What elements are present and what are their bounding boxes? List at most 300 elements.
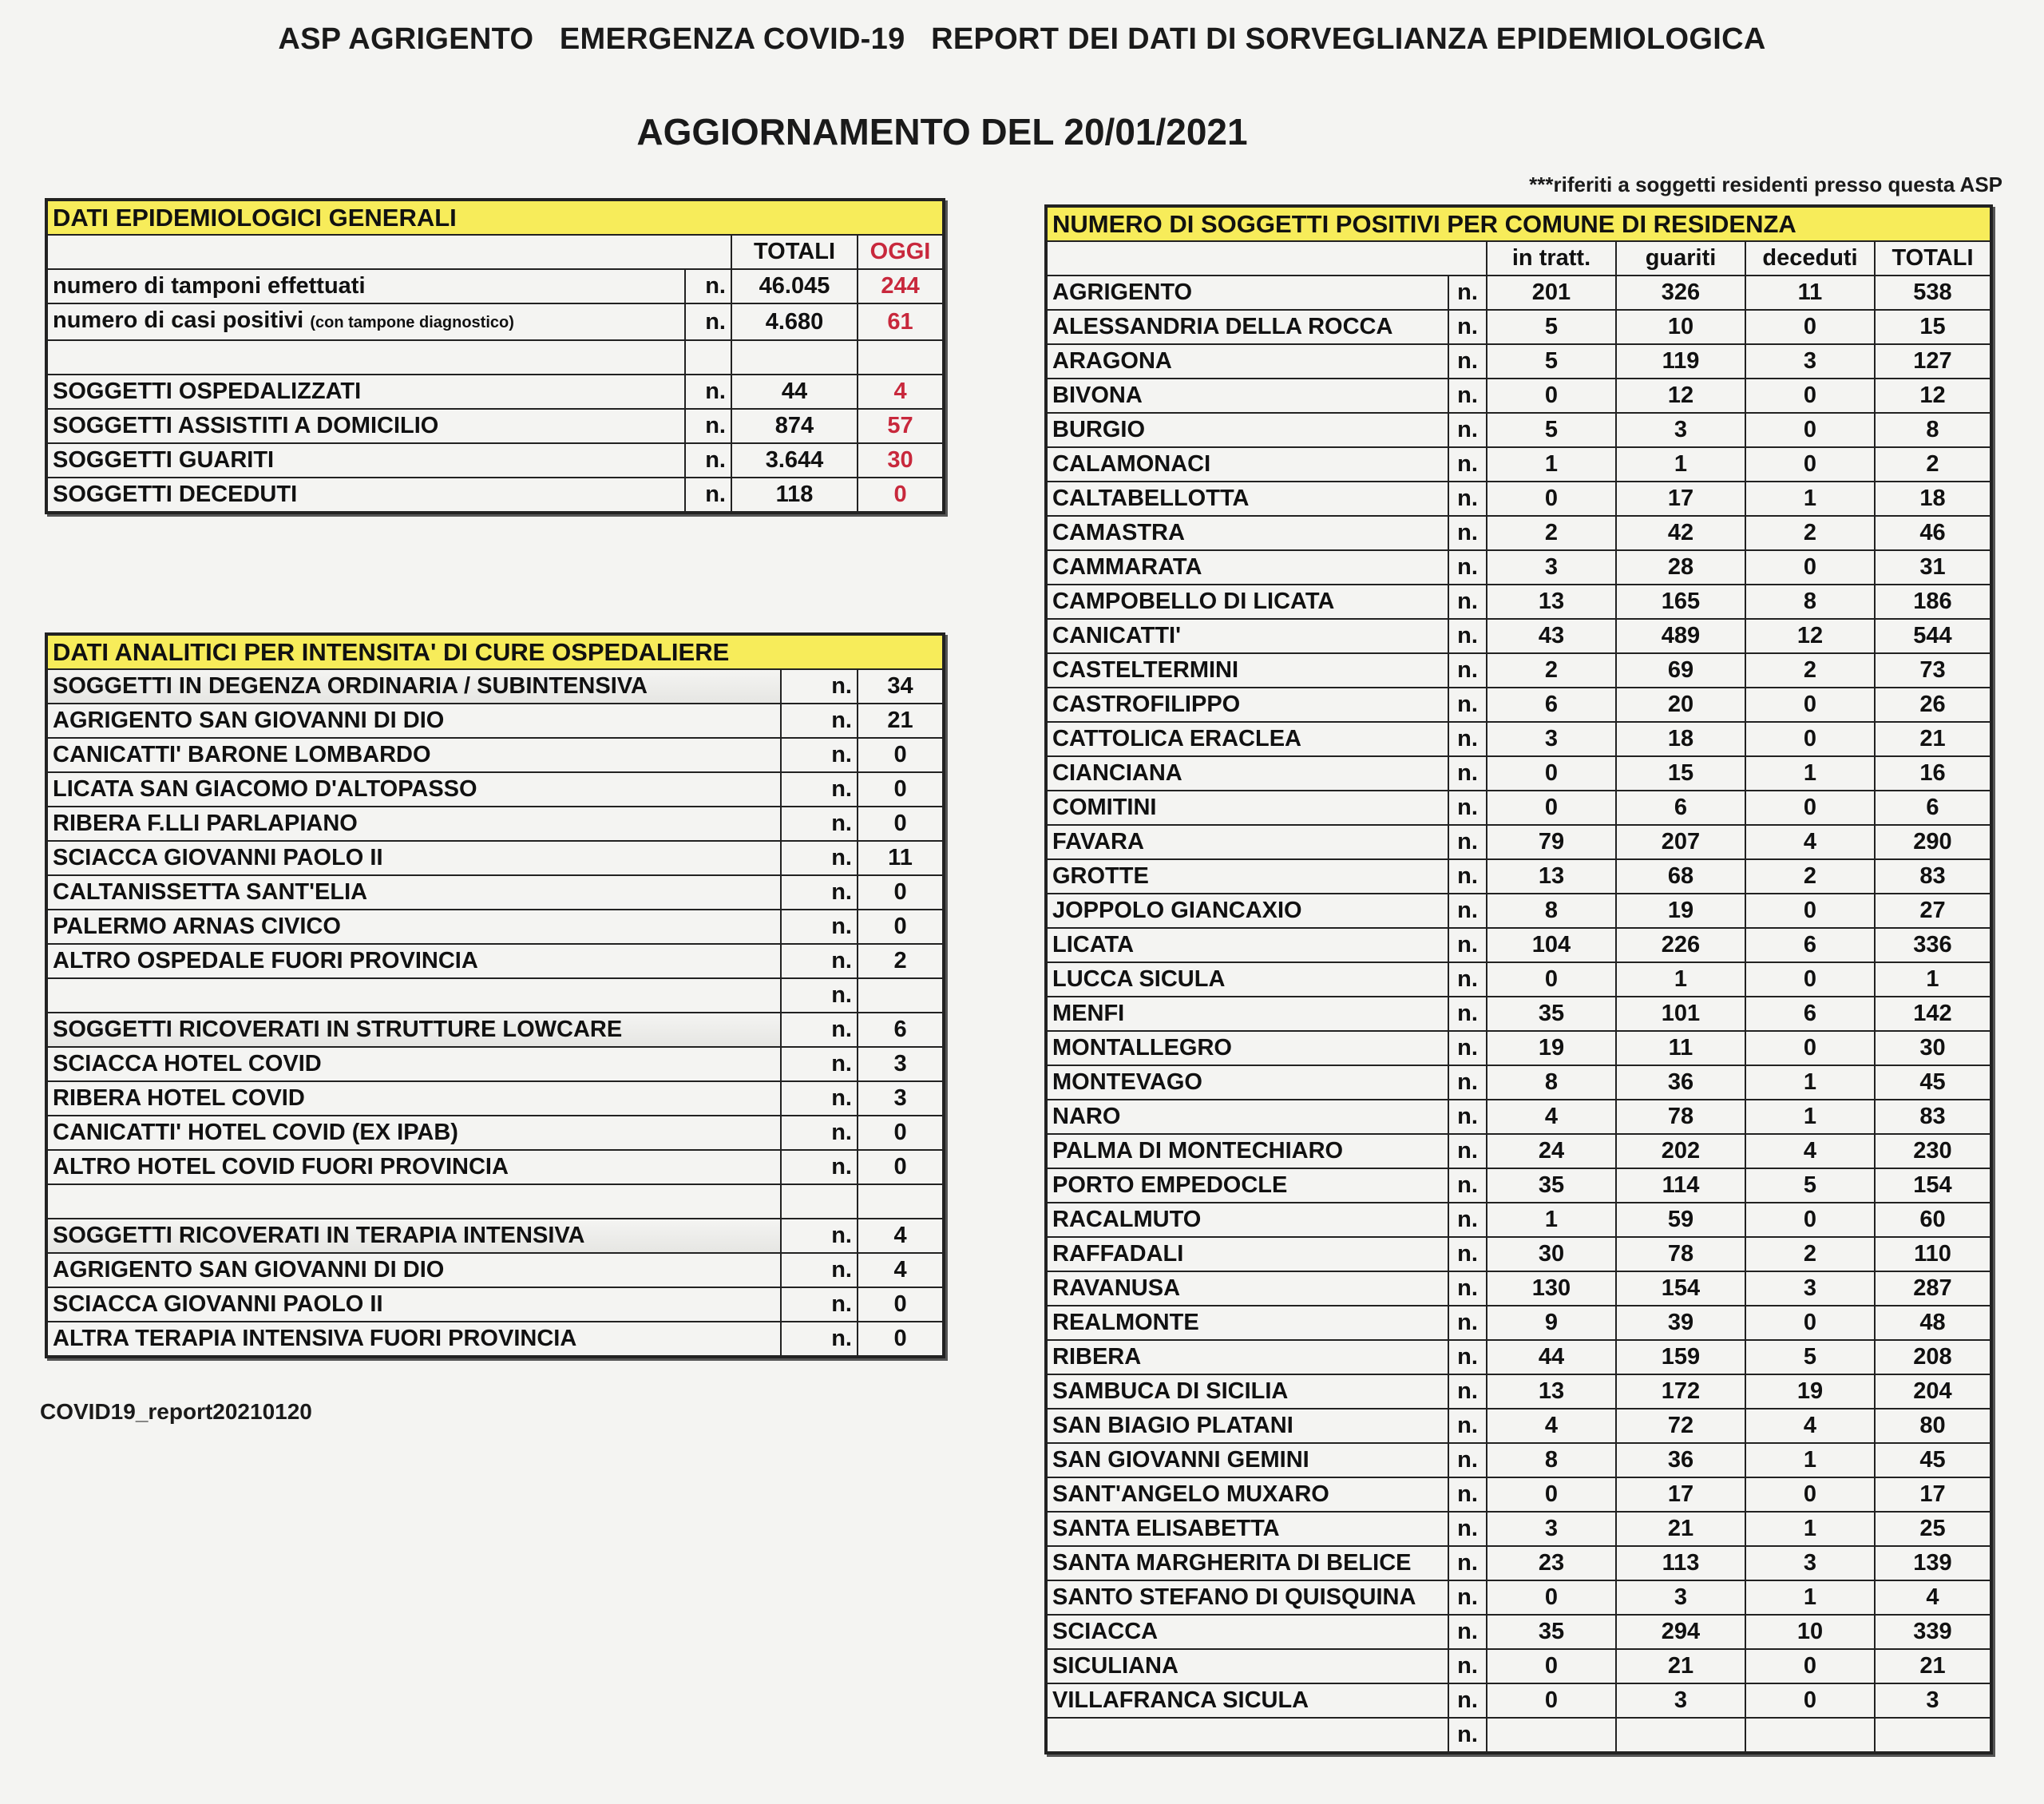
- table-row: [1046, 1340, 1991, 1374]
- unit-label: n.: [781, 978, 858, 1013]
- in-treatment-value: 79: [1487, 825, 1616, 859]
- in-treatment-value: 13: [1487, 1374, 1616, 1409]
- row-value: [858, 1184, 944, 1219]
- table-row: [46, 375, 944, 409]
- unit-label: n.: [1448, 516, 1487, 550]
- recovered-value: 21: [1616, 1512, 1745, 1546]
- deceased-value: 6: [1745, 928, 1875, 962]
- recovered-value: 72: [1616, 1409, 1745, 1443]
- recovered-value: 3: [1616, 413, 1745, 447]
- table-row: [1046, 516, 1991, 550]
- in-treatment-value: 24: [1487, 1134, 1616, 1168]
- in-treatment-value: 3: [1487, 722, 1616, 756]
- deceased-value: 3: [1745, 1546, 1875, 1580]
- table-row: [1046, 1065, 1991, 1100]
- unit-label: n.: [1448, 1546, 1487, 1580]
- row-label-text: numero di casi positivi: [53, 307, 311, 333]
- in-treatment-value: 35: [1487, 1615, 1616, 1649]
- deceased-value: 1: [1745, 1580, 1875, 1615]
- municipality-table: [1044, 204, 1993, 1754]
- unit-label: n.: [1448, 310, 1487, 344]
- table-row: [1046, 756, 1991, 791]
- report-file-reference: COVID19_report20210120: [40, 1399, 312, 1424]
- row-value: 0: [858, 772, 944, 807]
- today-value: 61: [858, 303, 944, 340]
- unit-label: [781, 1184, 858, 1219]
- unit-label: n.: [1448, 413, 1487, 447]
- row-label: RIBERA HOTEL COVID: [46, 1081, 781, 1116]
- recovered-value: 68: [1616, 859, 1745, 894]
- municipality-name: CALTABELLOTTA: [1046, 482, 1448, 516]
- municipality-name: SCIACCA: [1046, 1615, 1448, 1649]
- unit-label: n.: [1448, 688, 1487, 722]
- row-label: SCIACCA HOTEL COVID: [46, 1047, 781, 1081]
- total-value: 4: [1875, 1580, 1991, 1615]
- unit-label: n.: [1448, 1237, 1487, 1271]
- table-row: [46, 910, 944, 944]
- total-value: 15: [1875, 310, 1991, 344]
- deceased-value: 0: [1745, 379, 1875, 413]
- row-value: 4: [858, 1253, 944, 1287]
- table-row: [1046, 413, 1991, 447]
- row-value: 0: [858, 1116, 944, 1150]
- unit-label: n.: [1448, 1374, 1487, 1409]
- unit-label: n.: [1448, 447, 1487, 482]
- row-label: ALTRO OSPEDALE FUORI PROVINCIA: [46, 944, 781, 978]
- table-row: [1046, 894, 1991, 928]
- deceased-value: 2: [1745, 516, 1875, 550]
- recovered-value: 119: [1616, 344, 1745, 379]
- row-value: 11: [858, 841, 944, 875]
- section-summary-row: [46, 669, 944, 704]
- in-treatment-value: 13: [1487, 859, 1616, 894]
- in-treatment-value: 0: [1487, 791, 1616, 825]
- deceased-value: 0: [1745, 1306, 1875, 1340]
- row-label-text: SOGGETTI ASSISTITI A DOMICILIO: [53, 413, 439, 438]
- deceased-value: 19: [1745, 1374, 1875, 1409]
- section-summary-row: [46, 1013, 944, 1047]
- row-label: [46, 478, 685, 513]
- recovered-value: 113: [1616, 1546, 1745, 1580]
- row-value: 0: [858, 875, 944, 910]
- hospital-care-table: [45, 632, 945, 1358]
- municipality-name: JOPPOLO GIANCAXIO: [1046, 894, 1448, 928]
- row-label: [46, 1184, 781, 1219]
- row-label: PALERMO ARNAS CIVICO: [46, 910, 781, 944]
- deceased-value: 0: [1745, 1477, 1875, 1512]
- recovered-value: 21: [1616, 1649, 1745, 1683]
- today-value: 0: [858, 478, 944, 513]
- table-row: [1046, 722, 1991, 756]
- municipality-name: PORTO EMPEDOCLE: [1046, 1168, 1448, 1203]
- unit-label: n.: [781, 1287, 858, 1322]
- total-value: 287: [1875, 1271, 1991, 1306]
- unit-label: n.: [1448, 962, 1487, 997]
- table-row: [1046, 379, 1991, 413]
- row-label: AGRIGENTO SAN GIOVANNI DI DIO: [46, 1253, 781, 1287]
- in-treatment-value: 13: [1487, 585, 1616, 619]
- deceased-value: [1745, 1718, 1875, 1753]
- header-spacer: [46, 235, 731, 269]
- unit-label: n.: [781, 1150, 858, 1184]
- total-value: 544: [1875, 619, 1991, 653]
- table-row: [1046, 928, 1991, 962]
- municipality-name: SICULIANA: [1046, 1649, 1448, 1683]
- row-label: [46, 409, 685, 443]
- total-value: 2: [1875, 447, 1991, 482]
- total-value: 44: [731, 375, 858, 409]
- municipality-name: PALMA DI MONTECHIARO: [1046, 1134, 1448, 1168]
- total-value: 230: [1875, 1134, 1991, 1168]
- row-label: CALTANISSETTA SANT'ELIA: [46, 875, 781, 910]
- table-row: [1046, 310, 1991, 344]
- total-value: 46: [1875, 516, 1991, 550]
- municipality-name: REALMONTE: [1046, 1306, 1448, 1340]
- table-row: [46, 875, 944, 910]
- recovered-value: 226: [1616, 928, 1745, 962]
- unit-label: n.: [1448, 791, 1487, 825]
- row-label: ALTRA TERAPIA INTENSIVA FUORI PROVINCIA: [46, 1322, 781, 1357]
- hospital-table-title: DATI ANALITICI PER INTENSITA' DI CURE OSPEDALIERE: [46, 634, 944, 669]
- table-row: [1046, 1237, 1991, 1271]
- unit-label: n.: [781, 807, 858, 841]
- recovered-value: 17: [1616, 1477, 1745, 1512]
- unit-label: n.: [781, 772, 858, 807]
- recovered-value: 165: [1616, 585, 1745, 619]
- recovered-value: 17: [1616, 482, 1745, 516]
- total-value: 142: [1875, 997, 1991, 1031]
- municipality-name: RAVANUSA: [1046, 1271, 1448, 1306]
- unit-label: n.: [1448, 859, 1487, 894]
- recovered-value: 36: [1616, 1443, 1745, 1477]
- unit-label: n.: [781, 704, 858, 738]
- table-row: [46, 443, 944, 478]
- row-label: [46, 269, 685, 303]
- total-value: [731, 340, 858, 375]
- table-row: [1046, 1100, 1991, 1134]
- today-value: 30: [858, 443, 944, 478]
- recovered-value: 114: [1616, 1168, 1745, 1203]
- table-row: [1046, 997, 1991, 1031]
- unit-label: n.: [1448, 1306, 1487, 1340]
- total-value: 25: [1875, 1512, 1991, 1546]
- deceased-value: 2: [1745, 859, 1875, 894]
- municipality-name: CANICATTI': [1046, 619, 1448, 653]
- unit-label: n.: [781, 1047, 858, 1081]
- table-row: [46, 807, 944, 841]
- in-treatment-value: 4: [1487, 1409, 1616, 1443]
- unit-label: n.: [781, 1322, 858, 1357]
- table-row: [46, 841, 944, 875]
- in-treatment-value: 0: [1487, 1580, 1616, 1615]
- total-value: 46.045: [731, 269, 858, 303]
- unit-label: n.: [1448, 619, 1487, 653]
- total-value: 27: [1875, 894, 1991, 928]
- total-value: 3.644: [731, 443, 858, 478]
- table-row: [1046, 619, 1991, 653]
- in-treatment-value: 5: [1487, 310, 1616, 344]
- row-value: 2: [858, 944, 944, 978]
- in-treatment-value: [1487, 1718, 1616, 1753]
- row-label: [46, 303, 685, 340]
- municipality-name: ARAGONA: [1046, 344, 1448, 379]
- municipality-name: SANTO STEFANO DI QUISQUINA: [1046, 1580, 1448, 1615]
- total-value: 118: [731, 478, 858, 513]
- total-value: 3: [1875, 1683, 1991, 1718]
- table-row: [1046, 276, 1991, 310]
- table-row: [1046, 447, 1991, 482]
- in-treatment-value: 0: [1487, 1683, 1616, 1718]
- today-value: 4: [858, 375, 944, 409]
- deceased-value: 1: [1745, 1100, 1875, 1134]
- in-treatment-value: 5: [1487, 413, 1616, 447]
- row-value: 6: [858, 1013, 944, 1047]
- total-value: 31: [1875, 550, 1991, 585]
- row-value: 34: [858, 669, 944, 704]
- table-row: [1046, 1512, 1991, 1546]
- unit-label: n.: [1448, 276, 1487, 310]
- total-value: 336: [1875, 928, 1991, 962]
- total-value: 139: [1875, 1546, 1991, 1580]
- unit-label: n.: [781, 841, 858, 875]
- municipality-name: RIBERA: [1046, 1340, 1448, 1374]
- municipality-name: COMITINI: [1046, 791, 1448, 825]
- table-row: [46, 1047, 944, 1081]
- deceased-value: 5: [1745, 1168, 1875, 1203]
- deceased-value: 0: [1745, 413, 1875, 447]
- total-value: 110: [1875, 1237, 1991, 1271]
- today-value: 57: [858, 409, 944, 443]
- today-value: [858, 340, 944, 375]
- unit-label: n.: [1448, 653, 1487, 688]
- in-treatment-value: 201: [1487, 276, 1616, 310]
- recovered-value: 489: [1616, 619, 1745, 653]
- deceased-value: 0: [1745, 1203, 1875, 1237]
- recovered-value: [1616, 1718, 1745, 1753]
- row-label: LICATA SAN GIACOMO D'ALTOPASSO: [46, 772, 781, 807]
- municipality-name: LUCCA SICULA: [1046, 962, 1448, 997]
- recovered-value: 15: [1616, 756, 1745, 791]
- unit-label: n.: [781, 1219, 858, 1253]
- unit-label: n.: [685, 409, 731, 443]
- unit-label: n.: [1448, 1168, 1487, 1203]
- in-treatment-value: 2: [1487, 653, 1616, 688]
- unit-label: n.: [1448, 1203, 1487, 1237]
- unit-label: n.: [781, 1116, 858, 1150]
- total-value: 127: [1875, 344, 1991, 379]
- table-row: [46, 1081, 944, 1116]
- col-header-recovered: guariti: [1616, 241, 1745, 276]
- unit-label: n.: [1448, 928, 1487, 962]
- unit-label: n.: [1448, 1477, 1487, 1512]
- total-value: 83: [1875, 859, 1991, 894]
- deceased-value: 0: [1745, 791, 1875, 825]
- table-row: [46, 704, 944, 738]
- unit-label: n.: [1448, 894, 1487, 928]
- recovered-value: 59: [1616, 1203, 1745, 1237]
- row-value: 3: [858, 1047, 944, 1081]
- table-row: [46, 478, 944, 513]
- unit-label: n.: [781, 1253, 858, 1287]
- deceased-value: 6: [1745, 997, 1875, 1031]
- municipality-name: SANTA MARGHERITA DI BELICE: [1046, 1546, 1448, 1580]
- in-treatment-value: 104: [1487, 928, 1616, 962]
- row-label: CANICATTI' BARONE LOMBARDO: [46, 738, 781, 772]
- recovered-value: 1: [1616, 962, 1745, 997]
- table-row: [1046, 1580, 1991, 1615]
- municipality-name: SAN BIAGIO PLATANI: [1046, 1409, 1448, 1443]
- row-label: AGRIGENTO SAN GIOVANNI DI DIO: [46, 704, 781, 738]
- row-value: 0: [858, 1287, 944, 1322]
- municipality-name: BURGIO: [1046, 413, 1448, 447]
- recovered-value: 1: [1616, 447, 1745, 482]
- unit-label: n.: [781, 875, 858, 910]
- col-header-oggi: OGGI: [858, 235, 944, 269]
- deceased-value: 3: [1745, 1271, 1875, 1306]
- general-data-table: [45, 198, 945, 514]
- table-row: [46, 772, 944, 807]
- municipality-name: RAFFADALI: [1046, 1237, 1448, 1271]
- recovered-value: 42: [1616, 516, 1745, 550]
- total-value: 12: [1875, 379, 1991, 413]
- total-value: [1875, 1718, 1991, 1753]
- section-summary-row: [46, 1219, 944, 1253]
- unit-label: n.: [781, 669, 858, 704]
- total-value: 208: [1875, 1340, 1991, 1374]
- unit-label: n.: [685, 375, 731, 409]
- general-table-title: DATI EPIDEMIOLOGICI GENERALI: [46, 200, 944, 235]
- row-label: RIBERA F.LLI PARLAPIANO: [46, 807, 781, 841]
- table-row: [1046, 1718, 1991, 1753]
- row-label: [46, 978, 781, 1013]
- table-row: [1046, 482, 1991, 516]
- municipality-name: FAVARA: [1046, 825, 1448, 859]
- in-treatment-value: 8: [1487, 894, 1616, 928]
- recovered-value: 78: [1616, 1100, 1745, 1134]
- recovered-value: 19: [1616, 894, 1745, 928]
- municipality-name: SAN GIOVANNI GEMINI: [1046, 1443, 1448, 1477]
- total-value: 4.680: [731, 303, 858, 340]
- total-value: 290: [1875, 825, 1991, 859]
- in-treatment-value: 0: [1487, 379, 1616, 413]
- table-row: [1046, 859, 1991, 894]
- deceased-value: 0: [1745, 962, 1875, 997]
- table-row: [1046, 825, 1991, 859]
- deceased-value: 0: [1745, 550, 1875, 585]
- deceased-value: 0: [1745, 447, 1875, 482]
- unit-label: n.: [1448, 1100, 1487, 1134]
- deceased-value: 12: [1745, 619, 1875, 653]
- row-label-text: SOGGETTI OSPEDALIZZATI: [53, 379, 362, 404]
- deceased-value: 1: [1745, 1443, 1875, 1477]
- row-label: SOGGETTI IN DEGENZA ORDINARIA / SUBINTENSIVA: [46, 669, 781, 704]
- deceased-value: 3: [1745, 344, 1875, 379]
- row-value: [858, 978, 944, 1013]
- in-treatment-value: 8: [1487, 1065, 1616, 1100]
- total-value: 26: [1875, 688, 1991, 722]
- in-treatment-value: 0: [1487, 1649, 1616, 1683]
- deceased-value: 4: [1745, 825, 1875, 859]
- row-label-text: numero di tamponi effettuati: [53, 273, 366, 299]
- table-row: [1046, 1306, 1991, 1340]
- table-row: [46, 269, 944, 303]
- deceased-value: 0: [1745, 688, 1875, 722]
- total-value: 204: [1875, 1374, 1991, 1409]
- row-value: 0: [858, 807, 944, 841]
- municipality-name: BIVONA: [1046, 379, 1448, 413]
- total-value: 6: [1875, 791, 1991, 825]
- municipality-name: CIANCIANA: [1046, 756, 1448, 791]
- total-value: 8: [1875, 413, 1991, 447]
- recovered-value: 28: [1616, 550, 1745, 585]
- table-row: [46, 738, 944, 772]
- deceased-value: 1: [1745, 1065, 1875, 1100]
- unit-label: n.: [1448, 344, 1487, 379]
- recovered-value: 154: [1616, 1271, 1745, 1306]
- table-row: [1046, 1203, 1991, 1237]
- in-treatment-value: 35: [1487, 997, 1616, 1031]
- municipality-name: SANT'ANGELO MUXARO: [1046, 1477, 1448, 1512]
- deceased-value: 8: [1745, 585, 1875, 619]
- table-row: [1046, 550, 1991, 585]
- total-value: 80: [1875, 1409, 1991, 1443]
- recovered-value: 3: [1616, 1580, 1745, 1615]
- in-treatment-value: 23: [1487, 1546, 1616, 1580]
- table-row: [1046, 1546, 1991, 1580]
- unit-label: n.: [685, 478, 731, 513]
- unit-label: n.: [1448, 379, 1487, 413]
- header-spacer: [1046, 241, 1487, 276]
- table-row: [1046, 1271, 1991, 1306]
- unit-label: n.: [1448, 1409, 1487, 1443]
- deceased-value: 0: [1745, 1649, 1875, 1683]
- table-row: [1046, 962, 1991, 997]
- recovered-value: 78: [1616, 1237, 1745, 1271]
- in-treatment-value: 9: [1487, 1306, 1616, 1340]
- table-row: [46, 1116, 944, 1150]
- table-row: [46, 1322, 944, 1357]
- unit-label: n.: [1448, 1134, 1487, 1168]
- deceased-value: 4: [1745, 1409, 1875, 1443]
- in-treatment-value: 44: [1487, 1340, 1616, 1374]
- recovered-value: 69: [1616, 653, 1745, 688]
- table-row: [46, 1150, 944, 1184]
- row-label: SOGGETTI RICOVERATI IN TERAPIA INTENSIVA: [46, 1219, 781, 1253]
- recovered-value: 18: [1616, 722, 1745, 756]
- municipality-name: ALESSANDRIA DELLA ROCCA: [1046, 310, 1448, 344]
- row-value: 0: [858, 1150, 944, 1184]
- unit-label: n.: [1448, 1683, 1487, 1718]
- table-row: [46, 340, 944, 375]
- recovered-value: 39: [1616, 1306, 1745, 1340]
- municipality-name: CAMASTRA: [1046, 516, 1448, 550]
- row-label: [46, 340, 685, 375]
- row-value: 0: [858, 910, 944, 944]
- deceased-value: 4: [1745, 1134, 1875, 1168]
- table-row: [1046, 791, 1991, 825]
- in-treatment-value: 19: [1487, 1031, 1616, 1065]
- municipality-name: VILLAFRANCA SICULA: [1046, 1683, 1448, 1718]
- table-row: [1046, 1374, 1991, 1409]
- col-header-in-treatment: in tratt.: [1487, 241, 1616, 276]
- in-treatment-value: 3: [1487, 1512, 1616, 1546]
- municipality-table-title: NUMERO DI SOGGETTI POSITIVI PER COMUNE DI RESIDENZA: [1046, 206, 1991, 241]
- total-value: 45: [1875, 1443, 1991, 1477]
- recovered-value: 326: [1616, 276, 1745, 310]
- deceased-value: 0: [1745, 1031, 1875, 1065]
- unit-label: n.: [781, 738, 858, 772]
- recovered-value: 12: [1616, 379, 1745, 413]
